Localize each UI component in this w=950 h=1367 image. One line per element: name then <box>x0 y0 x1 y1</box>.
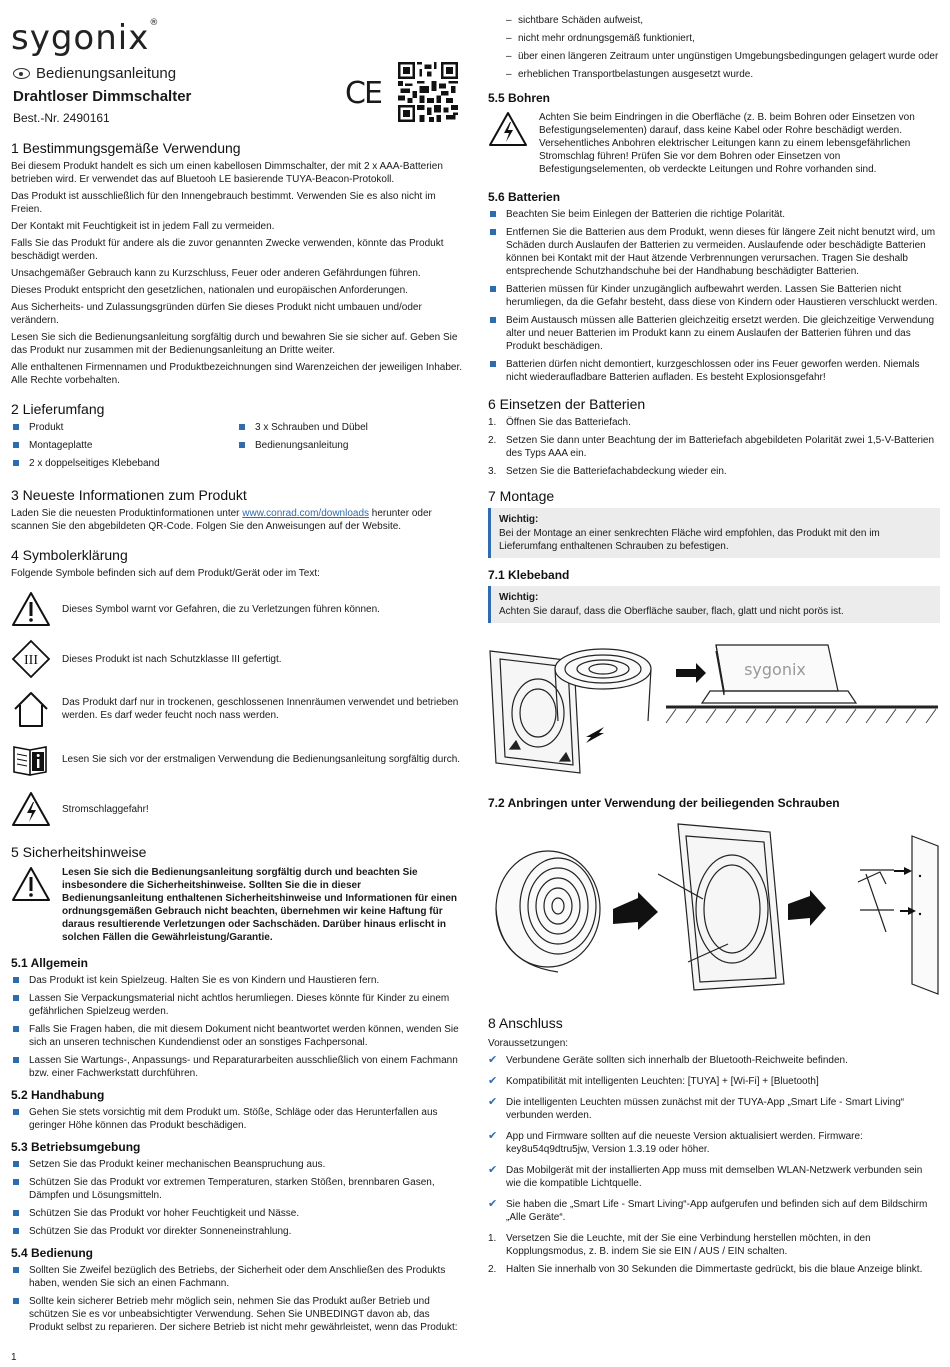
indoor-house-icon <box>11 689 51 729</box>
step-item: 1. Öffnen Sie das Batteriefach. <box>488 417 631 428</box>
symbol-row: Das Produkt darf nur in trockenen, geschlossenen Innenräumen verwendet und betrieben werden. Es darf weder feucht noch nass werden. <box>11 686 463 732</box>
list-item: Batterien müssen für Kinder unzugänglich aufbewahrt werden. Lassen Sie Batterien nicht herumliegen, da die Gefahr besteht, dass diese von Kindern oder Haustieren verschluckt werden. <box>488 283 940 309</box>
subsection-heading: 5.5 Bohren <box>488 91 551 105</box>
list-item: 3 x Schrauben und Dübel <box>237 421 463 434</box>
section-heading: 4 Symbolerklärung <box>11 547 128 563</box>
protection-class-iii-icon <box>11 639 51 679</box>
check-item: ✔ Kompatibilität mit intelligenten Leuchten: [TUYA] + [Wi-Fi] + [Bluetooth] <box>488 1075 940 1088</box>
download-link[interactable]: www.conrad.com/downloads <box>242 508 370 519</box>
product-title: Drahtloser Dimmschalter <box>13 88 192 105</box>
subsection-heading: 5.4 Bedienung <box>11 1246 94 1260</box>
paragraph: Aus Sicherheits- und Zulassungsgründen dürfen Sie dieses Produkt nicht umbauen und/oder verändern. <box>11 302 422 326</box>
list-item: – über einen längeren Zeitraum unter ungünstigen Umgebungsbedingungen gelagert wurde oder <box>488 50 940 63</box>
warning-triangle-icon <box>11 589 51 629</box>
step-item: 2. Halten Sie innerhalb von 30 Sekunden die Dimmertaste gedrückt, bis die blaue Anzeige blinkt. <box>488 1264 923 1275</box>
section-2 <box>11 401 463 475</box>
subsection-heading: 5.6 Batterien <box>488 190 561 204</box>
list-item: Bedienungsanleitung <box>237 439 463 452</box>
section-heading: 6 Einsetzen der Batterien <box>488 396 646 412</box>
paragraph: Bei diesem Produkt handelt es sich um einen kabellosen Dimmschalter, der mit 2 x AAA-Batterien betrieben wird. Er verwendet das auf Bluetooh LE basierende TUYA-Beacon-Protokoll. <box>11 161 443 185</box>
list-item: Entfernen Sie die Batterien aus dem Produkt, wenn dieses für längere Zeit nicht benutzt wird, um Schäden durch Auslaufen der Batterien zu vermeiden. Auslaufende oder beschädigte Batterien können bei Kontakt mit der Haut ätzende Verbrennungen verursachen. Tragen Sie deshalb entsprechende Schutzhandschuhe bei der Handhabung beschädigter Batterien. <box>488 226 940 278</box>
section-heading: 7 Montage <box>488 488 555 504</box>
drilling-warning: Achten Sie beim Eindringen in die Oberfläche (z. B. beim Bohren oder Einsetzen von Befestigungselementen) darauf, dass keine Kabel oder Rohre beschädigt werden. Versehentliches Anbohren elektrischer Leitungen kann zu einem lebensgefährlichen Stromschlag führen! Prüfen Sie vor dem Bohren oder Einsetzen von Befestigungselementen, ob verdeckte Leitungen und Rohre vorhanden sind. <box>488 111 940 180</box>
symbol-row: Dieses Symbol warnt vor Gefahren, die zu Verletzungen führen können. <box>11 586 463 632</box>
screw-mounting-illustration <box>488 814 940 1000</box>
unsafe-conditions-list <box>488 14 940 81</box>
qr-code-icon[interactable] <box>398 62 458 122</box>
paragraph: Lesen Sie sich die Bedienungsanleitung sorgfältig durch und bewahren Sie sie sicher auf. Geben Sie das Produkt nur zusammen mit der Bedienungsanleitung an Dritte weiter. <box>11 332 458 356</box>
paragraph: Voraussetzungen: <box>488 1038 569 1049</box>
ce-mark: CE <box>345 76 381 111</box>
important-note: Wichtig: Achten Sie darauf, dass die Oberfläche sauber, flach, glatt und nicht porös ist. <box>488 586 940 623</box>
check-item: ✔ Das Mobilgerät mit der installierten App muss mit demselben WLAN-Netzwerk verbunden sein wie die kompatible Lichtquelle. <box>488 1164 940 1190</box>
electric-shock-icon <box>488 111 528 180</box>
list-item: Gehen Sie stets vorsichtig mit dem Produkt um. Stöße, Schläge oder das Herunterfallen aus geringer Höhe können das Produkt beschädigen. <box>11 1106 463 1132</box>
paragraph: Dieses Produkt entspricht den gesetzlichen, nationalen und europäischen Anforderungen. <box>11 285 408 296</box>
symbol-row: Lesen Sie sich vor der erstmaligen Verwendung die Bedienungsanleitung sorgfältig durch. <box>11 736 463 782</box>
eye-icon <box>13 68 30 79</box>
svg-text:sygonix: sygonix <box>744 660 806 679</box>
paragraph: Der Kontakt mit Feuchtigkeit ist in jedem Fall zu vermeiden. <box>11 221 275 232</box>
check-item: ✔ Sie haben die „Smart Life - Smart Living“-App aufgerufen und befinden sich auf dem Bildschirm „Alle Geräte“. <box>488 1198 940 1224</box>
subsection-heading: 5.2 Handhabung <box>11 1088 105 1102</box>
subsection-heading: 7.2 Anbringen unter Verwendung der beiliegenden Schrauben <box>488 796 840 810</box>
section-heading: 1 Bestimmungsgemäße Verwendung <box>11 140 241 156</box>
subsection-heading: 7.1 Klebeband <box>488 568 570 582</box>
warning-triangle-icon <box>11 866 51 948</box>
order-number: Best.-Nr. 2490161 <box>13 111 110 125</box>
section-heading: 3 Neueste Informationen zum Produkt <box>11 487 247 503</box>
list-item: Sollten Sie Zweifel bezüglich des Betriebs, der Sicherheit oder dem Anschließen des Produkts haben, wenden Sie sich an einen Fachmann. <box>11 1264 463 1290</box>
important-note: Wichtig: Bei der Montage an einer senkrechten Fläche wird empfohlen, das Produkt mit den im Lieferumfang enthaltenen Schrauben zu befestigen. <box>488 508 940 558</box>
list-item: Falls Sie Fragen haben, die mit diesem Dokument nicht beantwortet werden können, wenden Sie sich an unseren technischen Kundendienst oder an sonstiges Fachpersonal. <box>11 1023 463 1049</box>
scope-of-delivery <box>11 421 463 475</box>
svg-text:III: III <box>24 653 38 668</box>
section-heading: 8 Anschluss <box>488 1015 563 1031</box>
right-column <box>488 14 940 1281</box>
list-item: Schützen Sie das Produkt vor direkter Sonneneinstrahlung. <box>11 1225 463 1238</box>
list-item: – sichtbare Schäden aufweist, <box>488 14 940 27</box>
paragraph: Folgende Symbole befinden sich auf dem Produkt/Gerät oder im Text: <box>11 568 320 579</box>
step-item: 2. Setzen Sie dann unter Beachtung der im Batteriefach abgebildeten Polarität zwei 1,5-V-Batterien des Typs AAA ein. <box>488 435 935 459</box>
check-item: ✔ Verbundene Geräte sollten sich innerhalb der Bluetooth-Reichweite befinden. <box>488 1054 940 1067</box>
list-item: Produkt <box>11 421 237 434</box>
list-item: Schützen Sie das Produkt vor extremen Temperaturen, starken Stößen, brennbaren Gasen, Dämpfen und Lösungsmitteln. <box>11 1176 463 1202</box>
step-item: 1. Versetzen Sie die Leuchte, mit der Sie eine Verbindung herstellen möchten, in den Kopplungsmodus, z. B. indem Sie sie EIN / AUS / EIN schalten. <box>488 1233 871 1257</box>
paragraph: Das Produkt ist ausschließlich für den Innengebrauch bestimmt. Verwenden Sie es also nicht im Freien. <box>11 191 436 215</box>
step-item: 3. Setzen Sie die Batteriefachabdeckung wieder ein. <box>488 466 727 477</box>
page-number: 1 <box>11 1352 17 1363</box>
list-item: Lassen Sie Wartungs-, Anpassungs- und Reparaturarbeiten ausschließlich von einem Fachmann bzw. einer Fachwerkstatt durchführen. <box>11 1054 463 1080</box>
check-item: ✔ Die intelligenten Leuchten müssen zunächst mit der TUYA-App „Smart Life - Smart Living“ verbunden werden. <box>488 1096 940 1122</box>
brand-logo: sygonix® <box>11 18 160 58</box>
symbol-row: III Dieses Produkt ist nach Schutzklasse III gefertigt. <box>11 636 463 682</box>
safety-warning: Lesen Sie sich die Bedienungsanleitung sorgfältig durch und beachten Sie insbesondere die Sicherheitshinweise. Sollten Sie die in dieser Bedienungsanleitung enthaltenen Sicherheitshinweise und Informationen für einen ordnungsgemäßen Gebrauch nicht beachten, übernehmen wir keine Haftung für daraus resultierende Verletzungen oder Sachschäden. Darüber hinaus erlischt in solchen Fällen die Gewährleistung/Garantie. <box>11 866 463 948</box>
electric-shock-icon <box>11 789 51 829</box>
check-item: ✔ App und Firmware sollten auf die neueste Version aktualisiert werden. Firmware: key8u54q9dtru5jw, Version 1.3.19 oder höher. <box>488 1130 940 1156</box>
section-heading: 5 Sicherheitshinweise <box>11 844 147 860</box>
list-item: – erheblichen Transportbelastungen ausgesetzt wurde. <box>488 68 940 81</box>
section-1 <box>11 140 463 387</box>
section-4 <box>11 547 463 832</box>
section-heading: 2 Lieferumfang <box>11 401 105 417</box>
subsection-heading: 5.3 Betriebsumgebung <box>11 1140 141 1154</box>
list-item: Lassen Sie Verpackungsmaterial nicht achtlos herumliegen. Dieses könnte für Kinder zu einem gefährlichen Spielzeug werden. <box>11 992 463 1018</box>
list-item: Beachten Sie beim Einlegen der Batterien die richtige Polarität. <box>488 208 940 221</box>
list-item: Das Produkt ist kein Spielzeug. Halten Sie es von Kindern und Haustieren fern. <box>11 974 463 987</box>
list-item: Beim Austausch müssen alle Batterien gleichzeitig ersetzt werden. Die gleichzeitige Verwendung alter und neuer Batterien im Produkt kann zu einem Auslaufen der Batterien führen und das Produkt beschädigen. <box>488 314 940 353</box>
left-column <box>11 140 463 1339</box>
list-item: Schützen Sie das Produkt vor hoher Feuchtigkeit und Nässe. <box>11 1207 463 1220</box>
list-item: Setzen Sie das Produkt keiner mechanischen Beanspruchung aus. <box>11 1158 463 1171</box>
section-3 <box>11 487 463 533</box>
manual-label: Bedienungsanleitung <box>13 65 176 82</box>
list-item: 2 x doppelseitiges Klebeband <box>11 457 237 470</box>
read-manual-icon <box>11 739 51 779</box>
paragraph: Alle enthaltenen Firmennamen und Produktbezeichnungen sind Warenzeichen der jeweiligen Inhaber. Alle Rechte vorbehalten. <box>11 362 463 386</box>
paragraph: Laden Sie die neuesten Produktinformationen unter www.conrad.com/downloads herunter oder scannen Sie den abgebildeten QR-Code. Folgen Sie den Anweisungen auf der Website. <box>11 508 432 532</box>
adhesive-mounting-illustration <box>488 631 940 781</box>
list-item: Sollte kein sicherer Betrieb mehr möglich sein, nehmen Sie das Produkt außer Betrieb und schützen Sie es vor unbeabsichtigter Verwendung. Sehen Sie UNBEDINGT davon ab, das Produkt selbst zu reparieren. Der sichere Betrieb ist nicht mehr gewährleistet, wenn das Produkt: <box>11 1295 463 1334</box>
list-item: Montageplatte <box>11 439 237 452</box>
subsection-heading: 5.1 Allgemein <box>11 956 88 970</box>
list-item: – nicht mehr ordnungsgemäß funktioniert, <box>488 32 940 45</box>
symbol-row: Stromschlaggefahr! <box>11 786 463 832</box>
section-5 <box>11 844 463 1334</box>
paragraph: Falls Sie das Produkt für andere als die zuvor genannten Zwecke verwenden, könnte das Produkt beschädigt werden. <box>11 238 444 262</box>
paragraph: Unsachgemäßer Gebrauch kann zu Kurzschluss, Feuer oder anderen Gefährdungen führen. <box>11 268 421 279</box>
list-item: Batterien dürfen nicht demontiert, kurzgeschlossen oder ins Feuer geworfen werden. Niemals nicht wiederaufladbare Batterien aufladen. Es besteht Explosionsgefahr! <box>488 358 940 384</box>
